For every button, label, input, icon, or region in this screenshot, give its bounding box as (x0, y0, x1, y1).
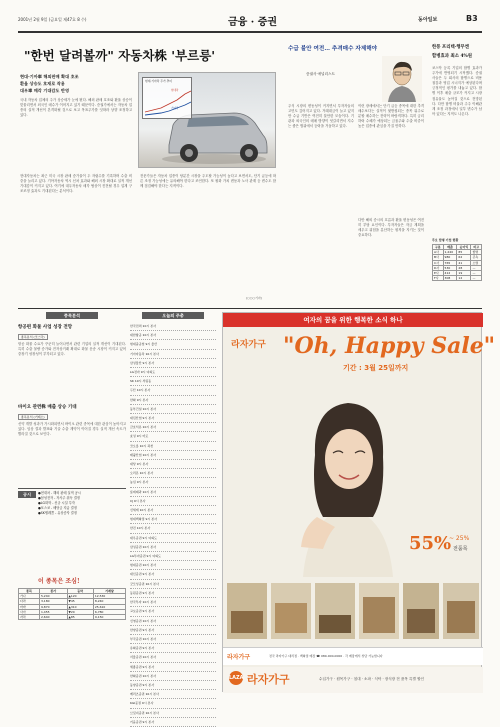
ad-discount: 55% (409, 533, 452, 554)
caution-table-cell: 6,780 (93, 609, 125, 614)
caution-table-cell: 자차 (19, 615, 40, 620)
caution-table-cell: ▼20 (67, 609, 93, 614)
column-headline: 수급 불안 여전… 추격매수 자제해야 (288, 46, 378, 52)
schedule-row: 대한항공 10시 본사 (130, 331, 216, 340)
furniture-thumbnails (227, 583, 479, 643)
ad-bottom (223, 667, 483, 693)
left-tag-1: 종목분석 (코스닥) (18, 334, 48, 340)
right-body: 코스닥 등록 기업의 합병 효과가 주가에 반영되기 시작했다. 증권사들은 두 회사의 합병으로 비용 절감과 영업 시너지가 예상된다며 긍정적인 평가를 내놓고 있다. 합병 이후 매출 규모가 커지고 시장 점유율도 높아질 것으로 전망된다. 다만 합병 비율과 주주 이해관계 조정 과정에서 일부 변수가 남아 있다는 지적도 나온다. (432, 66, 484, 116)
schedule-row: 브릿지증권 10시 본사 (130, 709, 216, 718)
schedule-row: 세종증권 9시 본사 (130, 663, 216, 672)
schedule-row: LG전자 9시 여의도 (130, 368, 216, 377)
schedule-row: 기아자동차 10시 본사 (130, 350, 216, 359)
column-body-3: 다만 해외 증시의 흐름과 환율 변동성은 여전히 부담 요인이다. 투자자들은 자금 계획을 세우고 위험을 분산하는 원칙을 지키는 것이 중요하다. (358, 218, 426, 238)
right-headline-2: 합병효과 최소 4%원 (432, 54, 472, 59)
caution-table-cell: 다라 (19, 599, 40, 604)
merger-table-cell: 41 (457, 260, 471, 265)
ad-brand: 라자가구 (231, 340, 266, 350)
caution-table-cell: ▲120 (67, 594, 93, 599)
schedule-row: 키움증권 9시 본사 (130, 718, 216, 727)
schedule-row: 농심 9시 본사 (130, 478, 216, 487)
left-body-1: 항공 화물 수요가 꾸준히 늘어나면서 관련 기업의 실적 개선이 기대된다. 특히 수출 물량 증가와 전자상거래 확대로 화물 운송 시장이 커지고 있어 중장기 성장성이 부각되고 있다. (18, 342, 128, 357)
schedule-row: LG투자증권 9시 여의도 (130, 552, 216, 561)
chart-caption: 현대·기아차 주가 추이 (145, 79, 172, 83)
caution-table-cell: 3,180 (39, 599, 67, 604)
schedule-row: 대상 9시 본사 (130, 460, 216, 469)
caution-table-cell: 25,610 (93, 604, 125, 609)
merger-table-cell: 19 (457, 271, 471, 276)
schedule-row: 롯데제과 10시 본사 (130, 488, 216, 497)
lead-body-3: 전문가들은 자동차 업종이 당분간 시장을 주도할 가능성이 높다고 보면서도, 단기 급등에 따른 조정 가능성에는 유의해야 한다고 조언한다. 또 원화 가치 변동과 노사 관계 등 변수도 함께 점검해야 한다는 지적이다. (140, 174, 276, 189)
schedule-row: 굿모닝증권 10시 본사 (130, 580, 216, 589)
ad-footer (223, 647, 483, 665)
caution-table (18, 588, 126, 620)
ad-product-row (227, 583, 479, 643)
right-headline-1: 한풍 프리텍·행무켄 (432, 45, 469, 50)
schedule-row: 효성 9시 마포 (130, 432, 216, 441)
page-number: B3 (466, 14, 478, 23)
caution-table-cell: ▲85 (67, 615, 93, 620)
header-rule (18, 31, 482, 33)
ad-discount-label: 전품목 (453, 546, 468, 552)
merger-table (432, 244, 482, 281)
merger-table-cell: 308 (443, 276, 457, 281)
merger-col-header: 매출 (443, 245, 457, 250)
schedule-row: 신세계 10시 본사 (130, 506, 216, 515)
left-lower (18, 312, 126, 692)
section-title: 금융 · 증권 (228, 17, 278, 28)
column-body-2: 이런 장세에서는 단기 급등 종목에 대한 추격 매수보다는 실적이 뒷받침되는 종목 위주로 분할 매수하는 전략이 바람직하다. 특히 금리 하락 수혜가 예상되는 금융주와 수출 비중이 높은 업종에 관심을 가질 만하다. (358, 104, 426, 129)
schedule-row: 교보증권 9시 본사 (130, 607, 216, 616)
date-line: 2001년 2월 9일 (금요일 제47호 8 수) (18, 17, 87, 22)
schedule-row: CJ 9시 본사 (130, 497, 216, 506)
schedule-row: 한진 10시 본사 (130, 524, 216, 533)
schedule-title: 오늘의 주총 (142, 312, 204, 319)
caution-box (18, 576, 126, 688)
caution-col-header: 거래량 (93, 589, 125, 594)
notice-item: ●포스코 - 배당금 지급 결정 (38, 506, 77, 510)
schedule-row: 메리츠증권 10시 본사 (130, 690, 216, 699)
lead-story (18, 38, 280, 306)
ad-discount-range: ~ 25% (449, 535, 470, 542)
model-photo (273, 377, 423, 577)
columnist-photo (382, 56, 422, 102)
left-headline-2: 바이오 관련株 매출 상승 기대 (18, 405, 77, 410)
ad-banner (223, 313, 483, 327)
caution-table-cell: ▲310 (67, 604, 93, 609)
merger-table-cell: A사 (433, 250, 444, 255)
merger-table-cell: 28 (457, 265, 471, 270)
laza-logo: LAZA (229, 671, 243, 685)
caution-col-header: 종목 (19, 589, 40, 594)
notice-label: 공시 (18, 491, 36, 498)
merger-table-cell: 존속 (471, 255, 482, 260)
merger-table-cell: — (471, 276, 482, 281)
ad-footer-brand: 라자가구 (227, 654, 251, 661)
chart-label-1: 현대차 (171, 89, 179, 92)
notice-item: ●SK텔레콤 - 유상증자 결정 (38, 511, 77, 515)
column-article (288, 38, 426, 306)
chart-label-2: 기아차 (171, 107, 179, 110)
schedule-row: 현대증권 10시 본사 (130, 561, 216, 570)
merger-table-cell: E사 (433, 271, 444, 276)
schedule-row: 태광산업 10시 본사 (130, 451, 216, 460)
caution-table-cell: ▼45 (67, 599, 93, 604)
schedule-row: 현대중공업 9시 울산 (130, 340, 216, 349)
caution-table-cell: 사아 (19, 609, 40, 614)
schedule-row: 한양증권 9시 본사 (130, 626, 216, 635)
merger-table-cell: — (471, 265, 482, 270)
merger-table-cell: F사 (433, 276, 444, 281)
paper-name: 동아일보 (418, 17, 438, 23)
caution-table-cell: 1,455 (39, 609, 67, 614)
caution-col-header: 종가 (39, 589, 67, 594)
merger-table-cell: C사 (433, 260, 444, 265)
ad-footer-text: 전국 라자가구 대리점 · 백화점 매장 ☎ 080-000-0000 · 각 매장에서 상담 가능합니다 (269, 654, 383, 658)
schedule-row: 한국전력 10시 본사 (130, 322, 216, 331)
ad-bottom-text: 수입가구 · 원목가구 · 침대 · 소파 · 식탁 · 장식장 전 품목 특별 할인 (319, 677, 425, 681)
merger-table-cell: 530 (443, 265, 457, 270)
caution-table-cell: 2,640 (39, 615, 67, 620)
caution-table-cell: 9,150 (93, 615, 125, 620)
merger-table-row (433, 276, 482, 281)
merger-table-cell: 412 (443, 271, 457, 276)
lead-body-1: 국내 자동차 업체의 주가 상승세가 눈에 띈다. 해외 판매 호조와 환율 상승이 맞물리면서 외국인 매수가 이어지고 있기 때문이다. 증권가에서는 자동차 업종의 실적 개선이 본격화될 것으로 보고 목표주가를 잇따라 상향 조정하고 있다. (20, 98, 134, 118)
schedule-list (130, 322, 216, 727)
caution-title: 이 종목은 조심! (38, 578, 80, 585)
merger-table-cell: 980 (443, 255, 457, 260)
schedule-row: 현대백화점 9시 본사 (130, 515, 216, 524)
notice-item: ●현대차 - 해외 판매 실적 공시 (38, 491, 81, 495)
columnist-portrait (382, 56, 422, 102)
notice-list (38, 491, 126, 516)
caution-table-cell: 마바 (19, 604, 40, 609)
car-photo (138, 72, 276, 168)
schedule-row: 동원증권 9시 본사 (130, 589, 216, 598)
merger-table-cell: 소멸 (471, 260, 482, 265)
schedule-row: SK 10시 서린동 (130, 377, 216, 386)
ad-title: "Oh, Happy Sale" (283, 333, 496, 359)
schedule-row: 대림산업 9시 본사 (130, 414, 216, 423)
merger-table-cell: B사 (433, 255, 444, 260)
lead-subhead-2: 환율 상승도 호재로 작용 (20, 81, 65, 86)
left-headline-1: 항공편 화물 사업 성장 전망 (18, 325, 73, 330)
lead-subhead-3: 대우車 매각 기대감도 반영 (20, 88, 70, 93)
merger-table-cell: D사 (433, 265, 444, 270)
merger-table-cell: — (471, 271, 482, 276)
schedule-row: 신영증권 10시 본사 (130, 617, 216, 626)
schedule-row: 한화 9시 본사 (130, 396, 216, 405)
lead-subhead-1: 현대·기아車 해외판매 확대 호조 (20, 74, 79, 79)
schedule-panel (130, 312, 216, 724)
schedule-row: 유화증권 9시 본사 (130, 644, 216, 653)
mid-rule (18, 308, 482, 309)
schedule-row: 동부건설 10시 본사 (130, 405, 216, 414)
schedule-row: 한화증권 10시 본사 (130, 672, 216, 681)
section-label-box: 종목분석 (46, 312, 98, 319)
ad-bottom-brand: 라자가구 (247, 673, 290, 686)
schedule-row: 동양증권 9시 본사 (130, 681, 216, 690)
column-body-1: 주식 시장의 변동성이 커지면서 투자자들의 고민도 깊어지고 있다. 거래대금이 늘고 있지만 수급 기반은 여전히 불안한 모습이다. 기관과 외국인의 매매 방향이 엇갈리면서 지수는 좁은 범위에서 등락을 거듭하고 있다. (288, 104, 356, 129)
caution-table-cell: 12,530 (93, 594, 125, 599)
right-article (432, 38, 482, 306)
merger-table-cell: 합병 (471, 250, 482, 255)
ad-discount-block (409, 533, 479, 573)
notice-item: ●LG화학 - 신규 시설 투자 (38, 501, 75, 505)
price-chart (142, 77, 192, 119)
lead-body-2: 현대자동차는 최근 미국 시장 판매 증가율이 두 자릿수를 기록하며 수출 비중을 늘리고 있다. 기아자동차 역시 신차 효과와 해외 시장 확대로 실적 개선 기대감이 커지고 있다. 여기에 대우자동차 매각 협상이 진전될 경우 업계 구조조정 효과도 기대된다는 분석이다. (20, 174, 134, 194)
merger-table-cell: 765 (443, 260, 457, 265)
masthead (18, 12, 482, 30)
schedule-row: 한국투자 10시 본사 (130, 598, 216, 607)
merger-table-cell: 62 (457, 255, 471, 260)
schedule-row: 삼성증권 10시 본사 (130, 543, 216, 552)
merger-table-cell: 85 (457, 250, 471, 255)
schedule-row: 대신증권 9시 본사 (130, 570, 216, 579)
ad-period: 기간 : 3월 25일까지 (343, 364, 409, 372)
schedule-row: KGI증권 9시 본사 (130, 699, 216, 708)
schedule-row: 대우증권 9시 여의도 (130, 534, 216, 543)
merger-col-header: 구분 (433, 245, 444, 250)
merger-col-header: 비고 (471, 245, 482, 250)
merger-table-cell: 1,240 (443, 250, 457, 255)
right-table-title: 주요 합병 기업 현황 (432, 238, 459, 242)
caution-table-cell: 9,870 (39, 604, 67, 609)
caution-table-cell: 가나 (19, 594, 40, 599)
column-author-label: 증권사 애널리스트 (306, 72, 335, 76)
schedule-row: 금호석유 10시 본사 (130, 423, 216, 432)
lead-headline: "한번 달려볼까" 자동차株 '부르릉' (24, 48, 216, 63)
schedule-row: 삼성물산 9시 본사 (130, 359, 216, 368)
caution-table-cell: 8,240 (93, 599, 125, 604)
schedule-row: 오리온 10시 본사 (130, 469, 216, 478)
schedule-row: 서울증권 10시 본사 (130, 653, 216, 662)
notice-item: ●삼성전자 - 자사주 취득 결정 (38, 496, 80, 500)
schedule-row: 두산 10시 본사 (130, 386, 216, 395)
price-chart-lines (145, 86, 191, 118)
laza-advert (222, 312, 496, 692)
lead-byline: (○○○기자) (246, 296, 262, 300)
left-tag-2: 종목분석 (거래소) (18, 414, 48, 420)
schedule-row: 부국증권 10시 본사 (130, 635, 216, 644)
merger-table-cell: 12 (457, 276, 471, 281)
caution-col-header: 등락 (67, 589, 93, 594)
ad-tagline: 여자의 꿈을 위한 행복한 소식 하나 (303, 316, 403, 324)
caution-table-row (19, 615, 126, 620)
merger-col-header: 순이익 (457, 245, 471, 250)
left-body-2: 신약 개발 성과가 가시화되면서 바이오 관련 종목에 대한 관심이 높아지고 있다. 임상 결과 발표와 기술 수출 계약이 이어질 경우 실적 개선 속도가 빨라질 것으로 보인다. (18, 422, 128, 437)
caution-table-cell: 5,240 (39, 594, 67, 599)
notice-box (18, 488, 126, 572)
schedule-row: 코오롱 10시 과천 (130, 442, 216, 451)
